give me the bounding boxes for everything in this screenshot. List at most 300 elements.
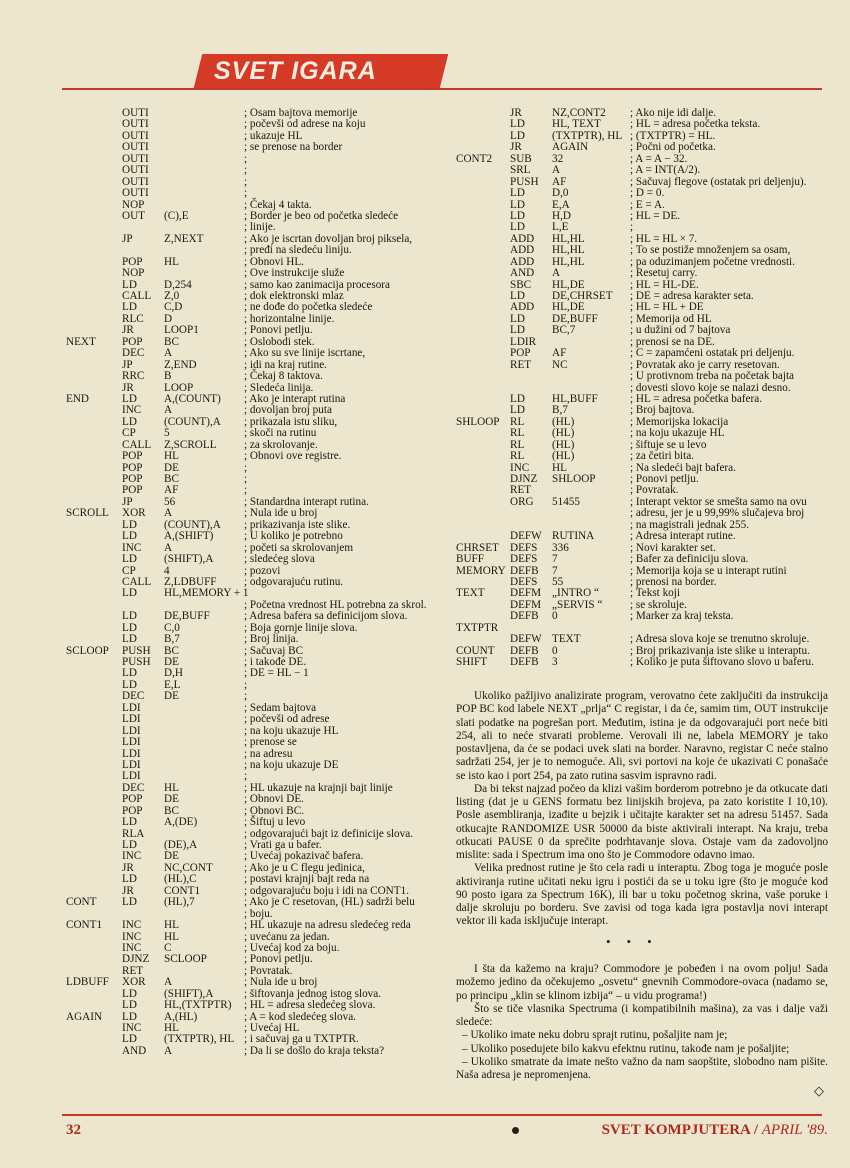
code-opcode: LD (122, 301, 137, 314)
code-opcode: RLA (122, 827, 145, 840)
code-opcode: LD (122, 1010, 137, 1023)
code-comment: ; Ako je interapt rutina (244, 392, 346, 405)
code-comment: ; postavi krajnji bajt reda na (244, 873, 370, 886)
code-comment: ; Tekst koji (630, 587, 680, 600)
code-comment: ; Ponovi petlju. (630, 473, 699, 485)
footer-slash: / (750, 1122, 762, 1138)
end-mark: ◇ (814, 1083, 824, 1098)
code-operand: „SERVIS “ (552, 598, 603, 611)
code-opcode: DEFB (510, 610, 539, 623)
code-operand: A,(SHIFT) (164, 530, 214, 543)
section-title: SVET IGARA (214, 57, 377, 85)
code-opcode: OUTI (122, 164, 149, 177)
code-line (66, 428, 446, 439)
code-opcode: JP (122, 495, 133, 508)
code-operand: HL (164, 930, 179, 943)
code-comment: ; DE = adresa karakter seta. (630, 290, 754, 302)
code-operand: DE (164, 690, 179, 703)
code-comment: ; prenosi na border. (630, 575, 717, 588)
code-opcode: POP (122, 473, 143, 485)
code-label: CHRSET (456, 541, 499, 554)
code-opcode: ADD (510, 232, 535, 245)
code-operand: A,(COUNT) (164, 392, 221, 405)
code-opcode: RL (510, 450, 525, 463)
code-opcode: DEFB (510, 564, 539, 577)
code-opcode: JR (510, 141, 522, 154)
code-operand: 56 (164, 495, 176, 508)
code-opcode: LD (122, 587, 137, 600)
code-operand: E,A (552, 198, 570, 211)
code-comment: ; na koju ukazuje HL (630, 427, 725, 440)
code-operand: (HL) (552, 415, 575, 428)
code-comment: ; prenosi se na DE. (630, 335, 715, 348)
code-opcode: LD (122, 415, 137, 428)
code-comment: ; i sačuvaj ga u TXTPTR. (244, 1033, 359, 1046)
code-line (66, 165, 446, 176)
code-comment: ; odgovarajuću boju i idi na CONT1. (244, 884, 409, 897)
code-comment: ; boju. (244, 907, 273, 920)
code-operand: SCLOOP (164, 953, 207, 966)
code-line (456, 188, 828, 199)
code-opcode: LDI (122, 713, 141, 726)
code-comment: ; počevši od adrese (244, 713, 330, 726)
code-comment: ; Memorija od HL (630, 312, 712, 325)
code-comment: ; Border je beo od početka sledeće (244, 209, 399, 222)
list-item: – Ukoliko posedujete bilo kakvu efektnu rutinu, takođe nam je pošaljite; (462, 1042, 790, 1055)
code-comment: ; prikazala istu sliku, (244, 415, 338, 428)
code-comment: ; dovesti slovo koje se nalazi desno. (630, 381, 791, 394)
code-comment: ; Marker za kraj teksta. (630, 610, 734, 623)
code-comment: ; Obnovi HL. (244, 255, 304, 268)
code-operand: HL,HL (552, 255, 585, 268)
code-operand: H,D (552, 209, 571, 222)
code-opcode: CP (122, 427, 136, 440)
code-opcode: LD (510, 312, 525, 325)
code-comment: ; (244, 678, 248, 691)
code-opcode: POP (122, 255, 143, 268)
code-comment: ; za četiri bita. (630, 450, 694, 463)
code-comment: ; Resetuj carry. (630, 267, 698, 280)
code-operand: D (164, 312, 173, 325)
code-operand: 7 (552, 553, 558, 566)
code-operand: (HL) (552, 438, 575, 451)
code-comment: ; Obnovi ove registre. (244, 450, 342, 463)
code-comment: ; Oslobodi stek. (244, 335, 315, 348)
code-operand: (TXTPTR), HL (552, 129, 623, 142)
code-label: SCROLL (66, 507, 109, 520)
code-comment: ; (630, 221, 634, 234)
code-opcode: LD (122, 667, 137, 680)
code-opcode: POP (122, 335, 143, 348)
code-comment: ; Standardna interapt rutina. (244, 495, 369, 508)
code-comment: ; početi sa skrolovanjem (244, 541, 354, 554)
code-opcode: DEC (122, 690, 145, 703)
code-opcode: RL (510, 438, 525, 451)
code-opcode: LD (510, 129, 525, 142)
code-comment: ; Memorijska lokacija (630, 415, 729, 428)
code-opcode: INC (122, 1022, 142, 1034)
code-comment: ; (244, 152, 248, 165)
code-comment: ; HL = adresa početka teksta. (630, 118, 761, 131)
code-operand: 7 (552, 564, 558, 577)
code-comment: ; prikazivanja iste slike. (244, 518, 351, 531)
code-opcode: DEFS (510, 553, 538, 566)
code-opcode: AND (122, 1044, 147, 1057)
code-comment: ; (244, 461, 248, 474)
code-comment: ; (244, 175, 248, 188)
code-comment: ; Sedam bajtova (244, 701, 317, 714)
code-comment: ; za skrolovanje. (244, 438, 318, 451)
code-opcode: LD (122, 610, 137, 623)
code-operand: HL,HL (552, 244, 585, 257)
code-operand: E,L (164, 678, 181, 691)
code-operand: DE (164, 793, 179, 806)
code-label: SHIFT (456, 656, 488, 668)
code-opcode: LD (122, 518, 137, 531)
code-line (66, 451, 446, 462)
code-operand: A (164, 541, 173, 554)
code-opcode: DEFW (510, 530, 542, 543)
code-operand: Z,SCROLL (164, 438, 217, 451)
code-operand: (DE),A (164, 839, 198, 851)
code-comment: ; A = A − 32. (630, 152, 688, 165)
code-line (456, 245, 828, 256)
code-comment: ; sledećeg slova (244, 553, 315, 566)
code-comment: ; Povratak ako je carry resetovan. (630, 358, 780, 371)
section-separator: ••• (606, 934, 668, 949)
code-opcode: INC (122, 850, 142, 863)
code-comment: ; Memorija koja se u interapt rutini (630, 564, 787, 577)
code-operand: LOOP (164, 381, 194, 394)
code-comment: ; Uvećaj pokazivač bafera. (244, 850, 364, 863)
code-opcode: LD (510, 118, 525, 131)
code-operand: 0 (552, 610, 558, 623)
code-opcode: LD (122, 896, 137, 909)
code-operand: A (164, 507, 173, 520)
code-opcode: LD (510, 198, 525, 211)
code-operand: HL (164, 781, 179, 794)
code-opcode: LD (510, 392, 525, 405)
code-line (66, 554, 446, 565)
code-opcode: LDI (122, 747, 141, 760)
listing-right-column (456, 108, 828, 668)
code-operand: HL,(TXTPTR) (164, 999, 232, 1012)
code-opcode: OUT (122, 209, 145, 222)
code-opcode: LD (122, 1033, 137, 1046)
code-opcode: LD (122, 530, 137, 543)
code-comment: ; Ako nije idi dalje. (630, 107, 717, 119)
code-opcode: ORG (510, 495, 534, 508)
code-label: COUNT (456, 644, 495, 657)
code-line (456, 554, 828, 565)
code-opcode: INC (122, 919, 142, 932)
code-operand: HL (164, 1022, 179, 1034)
code-line (456, 165, 828, 176)
code-comment: ; Uvećaj kod za boju. (244, 941, 340, 954)
code-comment: ; Interapt vektor se smešta samo na ovu (630, 495, 807, 508)
code-comment: ; šiftovanja jednog istog slova. (244, 987, 382, 1000)
code-opcode: LD (122, 873, 137, 886)
code-comment: ; Povratak. (244, 964, 293, 977)
code-comment: ; U protivnom treba na početak bajta (630, 370, 795, 383)
code-comment: ; Adresa slova koje se trenutno skroluje. (630, 633, 810, 646)
code-comment: ; (TXTPTR) = HL. (630, 129, 716, 142)
code-line (66, 188, 446, 199)
code-opcode: LD (122, 839, 137, 851)
code-comment: ; HL = HL × 7. (630, 232, 698, 245)
article-conclusion (456, 963, 828, 1082)
code-comment: ; (244, 770, 248, 783)
code-line (66, 634, 446, 645)
code-operand: HL (164, 919, 179, 932)
code-opcode: OUTI (122, 152, 149, 165)
code-opcode: DEC (122, 347, 145, 360)
code-line (66, 371, 446, 382)
code-operand: BC (164, 804, 179, 817)
code-operand: A,(HL) (164, 1010, 198, 1023)
article-paragraph: Što se tiče vlasnika Spectruma (i kompatibilnih mašina), za vas i dalje važi sledeće: (456, 1002, 828, 1028)
code-comment: ; Ove instrukcije služe (244, 267, 345, 280)
code-opcode: POP (122, 450, 143, 463)
code-line (456, 268, 828, 279)
page-number: 32 (66, 1122, 81, 1138)
code-line (456, 371, 828, 382)
code-comment: ; uvećanu za jedan. (244, 930, 330, 943)
code-opcode: LD (122, 987, 137, 1000)
code-label: CONT (66, 896, 97, 909)
code-operand: CONT1 (164, 884, 201, 897)
code-label: LDBUFF (66, 976, 109, 989)
code-opcode: OUTI (122, 141, 149, 154)
code-comment: ; adresu, jer je u 99,99% slučajeva broj (630, 507, 805, 520)
code-operand: 4 (164, 564, 170, 577)
code-operand: (COUNT),A (164, 518, 221, 531)
code-line (66, 714, 446, 725)
code-operand: HL,MEMORY + 1 (164, 587, 249, 600)
code-comment: ; DE = HL − 1 (244, 667, 309, 680)
code-comment: ; dok elektronski mlaz (244, 290, 344, 302)
code-operand: DE (164, 461, 179, 474)
code-comment: ; (244, 690, 248, 703)
code-line (66, 897, 446, 908)
code-comment: ; Čekaj 8 taktova. (244, 370, 323, 383)
code-comment: ; Ako je iscrtan dovoljan broj piksela, (244, 232, 413, 245)
code-comment: ; (244, 484, 248, 497)
code-opcode: PUSH (122, 644, 151, 657)
code-comment: ; Počni od početka. (630, 141, 716, 154)
code-label: NEXT (66, 335, 96, 348)
code-operand: AF (552, 347, 567, 360)
code-operand: AF (552, 175, 567, 188)
list-item: – Ukoliko smatrate da imate nešto važno da nam saopštite, slobodno nam pišite. Naša adresa je nepromenjena. (456, 1055, 828, 1081)
code-operand: (HL) (552, 427, 575, 440)
code-comment: ; Ako je C resetovan, (HL) sadrži belu (244, 896, 415, 909)
code-comment: ; U koliko je potrebno (244, 530, 343, 543)
code-opcode: SBC (510, 278, 532, 291)
code-opcode: RL (510, 427, 525, 440)
code-comment: ; skoči na rutinu (244, 427, 317, 440)
code-line (66, 920, 446, 931)
code-comment: ; na magistrali jednak 255. (630, 518, 749, 531)
code-comment: ; HL = DE. (630, 209, 681, 222)
code-opcode: AND (510, 267, 535, 280)
code-operand: B (164, 370, 172, 383)
code-operand: BC (164, 335, 179, 348)
code-opcode: INC (122, 541, 142, 554)
code-comment: ; odgovarajući bajt iz definicije slova. (244, 827, 413, 840)
code-comment: ; Sačuvaj BC (244, 644, 304, 657)
code-opcode: PUSH (510, 175, 539, 188)
code-label: AGAIN (66, 1010, 103, 1023)
code-opcode: LDI (122, 770, 141, 783)
code-opcode: DEFM (510, 587, 542, 600)
article-paragraph: Velika prednost rutine je što cela radi u interaptu. Zbog toga je moguće posle aktiviranja rutine učitati neku igru i postići da se u toku igre (što je moguće kod 90 posto igara za Spectrum 16K), ili bar u toku početnog skrina, vaše poruke i dalje skroluju po borderu. Sve zavisi od toga kada igra postavlja novi interapt vektor ili kada isključuje interapt. (456, 862, 828, 928)
code-line (456, 634, 828, 645)
code-operand: A (552, 164, 561, 177)
code-line (66, 737, 446, 748)
code-operand: A,(DE) (164, 816, 198, 829)
code-operand: AGAIN (552, 141, 589, 154)
code-comment: ; Broj linija. (244, 633, 299, 646)
code-operand: 336 (552, 541, 569, 554)
code-opcode: LD (510, 209, 525, 222)
code-operand: HL (164, 255, 179, 268)
code-line (456, 451, 828, 462)
code-opcode: POP (122, 484, 143, 497)
code-operand: DE,CHRSET (552, 290, 613, 302)
code-label: BUFF (456, 553, 484, 566)
code-line (66, 348, 446, 359)
code-operand: DE (164, 656, 179, 668)
code-comment: ; Ponovi petlju. (244, 324, 313, 337)
code-line (66, 268, 446, 279)
article-body (456, 690, 828, 929)
code-opcode: JR (122, 884, 134, 897)
code-opcode: OUTI (122, 175, 149, 188)
code-comment: ; počevši od adrese na koju (244, 118, 366, 131)
code-comment: ; Na sledeći bajt bafera. (630, 461, 736, 474)
code-operand: L,E (552, 221, 569, 234)
code-comment: ; Vrati ga u bafer. (244, 839, 322, 851)
code-comment: ; Nula ide u broj (244, 976, 318, 989)
code-operand: NZ,CONT2 (552, 107, 606, 119)
code-operand: HL,DE (552, 278, 585, 291)
code-opcode: OUTI (122, 107, 149, 119)
code-comment: ; Sačuvaj flegove (ostatak pri deljenju). (630, 175, 807, 188)
code-comment: ; odgovarajuću rutinu. (244, 575, 344, 588)
code-operand: Z,0 (164, 290, 180, 302)
code-comment: ; Boja gornje linije slova. (244, 621, 358, 634)
code-opcode: LDI (122, 758, 141, 771)
code-opcode: DEFB (510, 656, 539, 668)
code-comment: ; prenose se (244, 736, 297, 749)
code-comment: ; Broj bajtova. (630, 404, 695, 417)
code-comment: ; samo kao zanimacija procesora (244, 278, 390, 291)
code-comment: ; Uvećaj HL (244, 1022, 300, 1034)
code-opcode: RET (510, 358, 532, 371)
code-operand: DE,BUFF (164, 610, 210, 623)
code-operand: A (164, 1044, 173, 1057)
code-line (456, 348, 828, 359)
code-operand: A (164, 404, 173, 417)
code-opcode: JR (122, 381, 134, 394)
code-operand: A (164, 976, 173, 989)
code-comment: ; šiftuje se u levo (630, 438, 707, 451)
code-line (66, 245, 446, 256)
code-opcode: SRL (510, 164, 531, 177)
code-comment: ; Da li se došlo do kraja teksta? (244, 1044, 385, 1057)
code-comment: ; Osam bajtova memorije (244, 107, 358, 119)
code-opcode: INC (510, 461, 530, 474)
code-operand: D,H (164, 667, 183, 680)
code-comment: ; Čekaj 4 takta. (244, 198, 312, 211)
code-opcode: ADD (510, 301, 535, 314)
code-opcode: CP (122, 564, 136, 577)
code-comment: ; Povratak. (630, 484, 679, 497)
code-opcode: OUTI (122, 129, 149, 142)
code-comment: ; HL = adresa početka bafera. (630, 392, 762, 405)
code-opcode: RL (510, 415, 525, 428)
code-comment: ; Ponovi petlju. (244, 953, 313, 966)
code-opcode: LD (122, 621, 137, 634)
code-opcode: JR (510, 107, 522, 119)
code-operand: C,0 (164, 621, 180, 634)
code-label: TEXT (456, 587, 485, 600)
code-opcode: POP (510, 347, 531, 360)
code-operand: HL,BUFF (552, 392, 598, 405)
code-line (66, 531, 446, 542)
code-operand: (COUNT),A (164, 415, 221, 428)
code-opcode: INC (122, 404, 142, 417)
code-operand: B,7 (164, 633, 180, 646)
code-opcode: INC (122, 930, 142, 943)
code-operand: 51455 (552, 495, 580, 508)
code-comment: ; u dužini od 7 bajtova (630, 324, 731, 337)
code-opcode: LDI (122, 736, 141, 749)
code-operand: NC,CONT (164, 861, 213, 874)
code-comment: ; Početna vrednost HL potrebna za skrol. (244, 598, 427, 611)
code-operand: (TXTPTR), HL (164, 1033, 235, 1046)
code-operand: (HL),C (164, 873, 197, 886)
article-paragraph: Ukoliko pažljivo analizirate program, verovatno ćete zaključiti da instrukcija POP BC kod labele NEXT „prlja“ C registar, i da će, samim tim, OUT instrukcije slati podatke na pogrešan port. Međutim, istina je da odgovarajući port neće biti 254, ali to neće stvarati probleme. Verovali ili ne, labela MEMORY je tako postavljena, da će se podaci uvek slati na border. Naravno, registar C neće stalno sadržati 254, jer je to nemoguće. Ali, svi portovi na koje će ukazivati C ponašaće se isto kao i port 254, pa zato rutina sasvim ispravno radi. (456, 690, 828, 782)
code-comment: ; (244, 164, 248, 177)
code-opcode: SUB (510, 152, 532, 165)
code-opcode: DEFS (510, 541, 538, 554)
code-opcode: JP (122, 232, 133, 245)
code-opcode: NOP (122, 198, 145, 211)
code-label: TXTPTR (456, 621, 499, 634)
code-line (66, 794, 446, 805)
code-operand: Z,NEXT (164, 232, 204, 245)
code-opcode: DEFS (510, 575, 538, 588)
code-opcode: LD (122, 553, 137, 566)
code-comment: ; HL ukazuje na adresu sledećeg reda (244, 919, 411, 932)
code-comment: ; D = 0. (630, 187, 665, 200)
code-opcode: DJNZ (122, 953, 150, 966)
code-comment: ; na koju ukazuje DE (244, 758, 339, 771)
code-operand: BC (164, 644, 179, 657)
listing-left-column (66, 108, 446, 1057)
code-comment: ; To se postiže množenjem sa osam, (630, 244, 791, 257)
code-operand: B,7 (552, 404, 568, 417)
code-opcode: CALL (122, 438, 152, 451)
code-line (66, 1000, 446, 1011)
code-label: CONT2 (456, 152, 493, 165)
code-operand: „INTRO “ (552, 587, 599, 600)
code-comment: ; se skroluje. (630, 598, 687, 611)
code-opcode: XOR (122, 507, 146, 520)
code-operand: LOOP1 (164, 324, 199, 337)
